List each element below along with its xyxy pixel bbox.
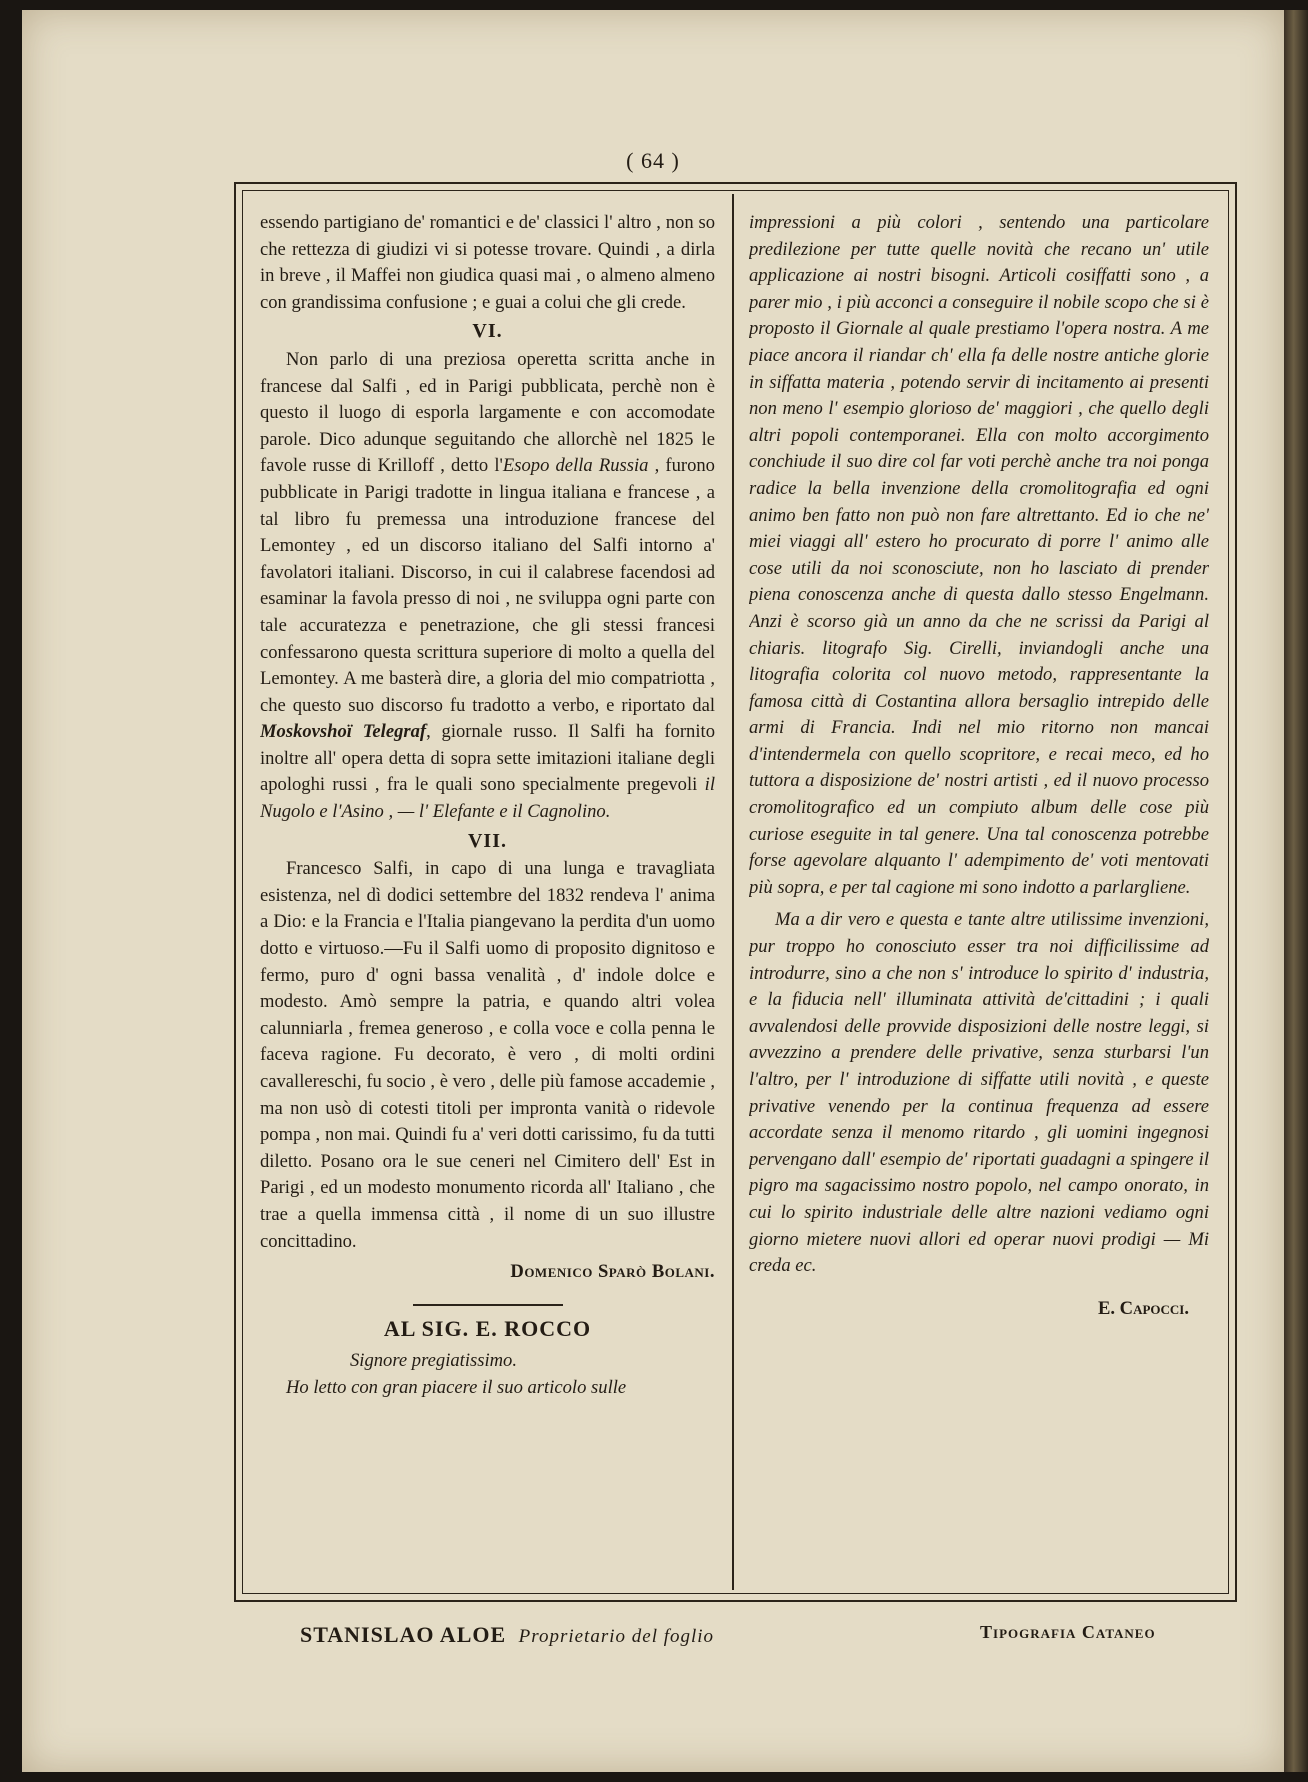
newspaper-page bbox=[22, 10, 1284, 1772]
intro-paragraph: essendo partigiano de' romantici e de' classici l' altro , non so che rettezza di giudizi vi si potesse trovare. Quindi , a dirla in breve , il Maffei non giudica quasi mai , o almeno almeno con grandissima confusione ; e guai a colui che gli crede. bbox=[260, 212, 715, 313]
letter-paragraph-1: impressioni a più colori , sentendo una particolare predilezione per tutte quelle novità che recano un' utile applicazione ai nostri bisogni. Articoli cosiffatti sono , a parer mio , i più acconci a conseguire il nobile scopo che si è proposto il Giornale al quale prestiamo l'opera nostra. A me piace ancora il riandar ch' ella fa delle nostre antiche glorie in siffatta materia , potendo servir di incitamento ai presenti non meno l' esempio glorioso de' maggiori , che quello degli altri popoli contemporanei. Ella con molto accorgimento conchiude il suo dire col far voti perchè anche tra noi ponga radice la bella invenzione della cromolitografia ed ogni animo ben fatto non può non fare altrettanto. Ed io che ne' miei viaggi all' estero ho procurato di porre l' animo alle cose utili da noi sconosciute, non ho lasciato di prender piena conoscenza anche di questa dallo stesso Engelmann. Anzi è scorso già un anno da che ne scrissi da Parigi al chiaris. litografo Sig. Cirelli, inviandogli anche una litografia colorita col nuovo metodo, rappresentante la famosa città di Costantina allora bersaglio intrepido delle armi di Francia. Indi nel mio ritorno non mancai d'intendermela con quello scopritore, e recai meco, ed ho tuttora a disposizione de' nostri artisti , ed il nuovo processo cromolitografico ed un compiuto album delle cose più curiose eseguite in tal genere. Una tal conoscenza potrebbe forse agevolare alquanto l' adempimento de' voti mentovati più sopra, e per tal cagione mi sono indotto a parlargliene. bbox=[749, 212, 1209, 898]
publisher-line bbox=[300, 1622, 714, 1648]
printer-name: Tipografia Cataneo bbox=[980, 1622, 1156, 1642]
letter-paragraph-2: Ma a dir vero e questa e tante altre utilissime invenzioni, pur troppo ho conosciuto esser tra noi difficilissime ad introdurre, sino a che non s' introduce lo spirito d' industria, e la fiducia nell' illuminata attività de'cittadini ; i quali avvalendosi delle provvide disposizioni delle nostre leggi, si avvezzino a prendere delle privative, senza sturbarsi l'un l'altro, per l' introduzione di siffatte utili novità , e queste privative venendo per la continua frequenza ad essere accordate senza il menomo ritardo , gli uomini ingegnosi pervengano dall' esempio de' riportati guadagni a spingere il pigro ma sagacissimo nostro popolo, nel campo onorato, in cui lo spirito industriale delle altre nazioni vediamo ogni giorno mietere nuovi allori ed operar nuovi prodigi — Mi creda ec. bbox=[749, 909, 1209, 1277]
right-column bbox=[749, 210, 1209, 1584]
section-vi-text-3: , giornale russo. Il Salfi ha fornito inoltre all' opera detta di sopra sette imitazioni italiane degli apologhi russi , fra le quali sono specialmente pregevoli bbox=[260, 721, 715, 796]
author-signature: Domenico Sparò Bolani. bbox=[510, 1261, 715, 1283]
section-vii-heading: VII. bbox=[467, 829, 507, 852]
section-vi-text-2: , furono pubblicate in Parigi tradotte in lingua italiana e francese , a tal libro fu premessa una introduzione francese del Lemontey , ed un discorso italiano del Salfi intorno a' favolatori italiani. Discorso, in cui il calabrese facendosi ad esaminar la favola presso di noi , ne sviluppa ogni parte con tale accuratezza e penetrazione, che gli stessi francesi confessarono questa scrittura superiore di molto a quella del Lemontey. A me basterà dire, a gloria del mio compatriotta , che questo suo discorso fu tradotto a verbo, e riportato dal bbox=[260, 455, 715, 716]
publisher-role: Proprietario del foglio bbox=[518, 1626, 715, 1647]
section-vi-italic-1: Esopo della Russia bbox=[502, 455, 649, 477]
column-divider bbox=[732, 194, 734, 1590]
section-vii-paragraph: Francesco Salfi, in capo di una lunga e travagliata esistenza, nel dì dodici settembre del 1832 rendeva l' anima a Dio: e la Francia e l'Italia piangevano la perdita d'un uomo dotto e virtuoso.—Fu il Salfi uomo di proposito dignitoso e fermo, puro d' ogni bassa venalità , d' indole dolce e modesto. Amò sempre la patria, e quando altri volea calunniarla , fremea generoso , e colla voce e colla penna le faceva ragione. Fu decorato, è vero , di molti ordini cavallereschi, fu socio , è vero , delle più famose accademie , ma non usò di cotesti titoli per impronta vanità o ridevole pompa , non mai. Quindi fu a' veri dotti carissimo, fu da tutti diletto. Posano ora le sue ceneri nel Cimitero dell' Est in Parigi , ed un modesto monumento ricorda all' Italiano , che trae a quella immensa città , il nome di un suo illustre concittadino. bbox=[260, 858, 715, 1252]
section-vi-italic-2: Moskovshoï Telegraf bbox=[260, 721, 427, 743]
separator-rule bbox=[413, 1304, 563, 1306]
letter-signature: E. Capocci. bbox=[1097, 1297, 1189, 1319]
text-frame bbox=[234, 182, 1237, 1602]
letter-title: AL SIG. E. ROCCO bbox=[383, 1315, 592, 1341]
section-vi-paragraph bbox=[260, 347, 715, 826]
page-footer bbox=[22, 1612, 1284, 1652]
section-vi-text-1: Non parlo di una preziosa operetta scritta anche in francese dal Salfi , ed in Parigi pubblicata, perchè non è questo il luogo di esporla largamente e con accomodate parole. Dico adunque seguitando che allorchè nel 1825 le favole russe di Krilloff , detto l' bbox=[260, 348, 715, 477]
page-number: ( 64 ) bbox=[626, 148, 680, 173]
letter-opening: Ho letto con gran piacere il suo articolo sulle bbox=[286, 1376, 627, 1398]
publisher-name: STANISLAO ALOE bbox=[300, 1622, 507, 1647]
section-vi-heading: VI. bbox=[472, 320, 503, 343]
letter-salutation: Signore pregiatissimo. bbox=[350, 1350, 517, 1372]
section-vi-italic-3: il Nugolo e l'Asino , — l' Elefante e il Cagnolino. bbox=[260, 774, 715, 823]
book-spine-edge bbox=[1284, 10, 1308, 1772]
left-column bbox=[260, 210, 715, 1584]
